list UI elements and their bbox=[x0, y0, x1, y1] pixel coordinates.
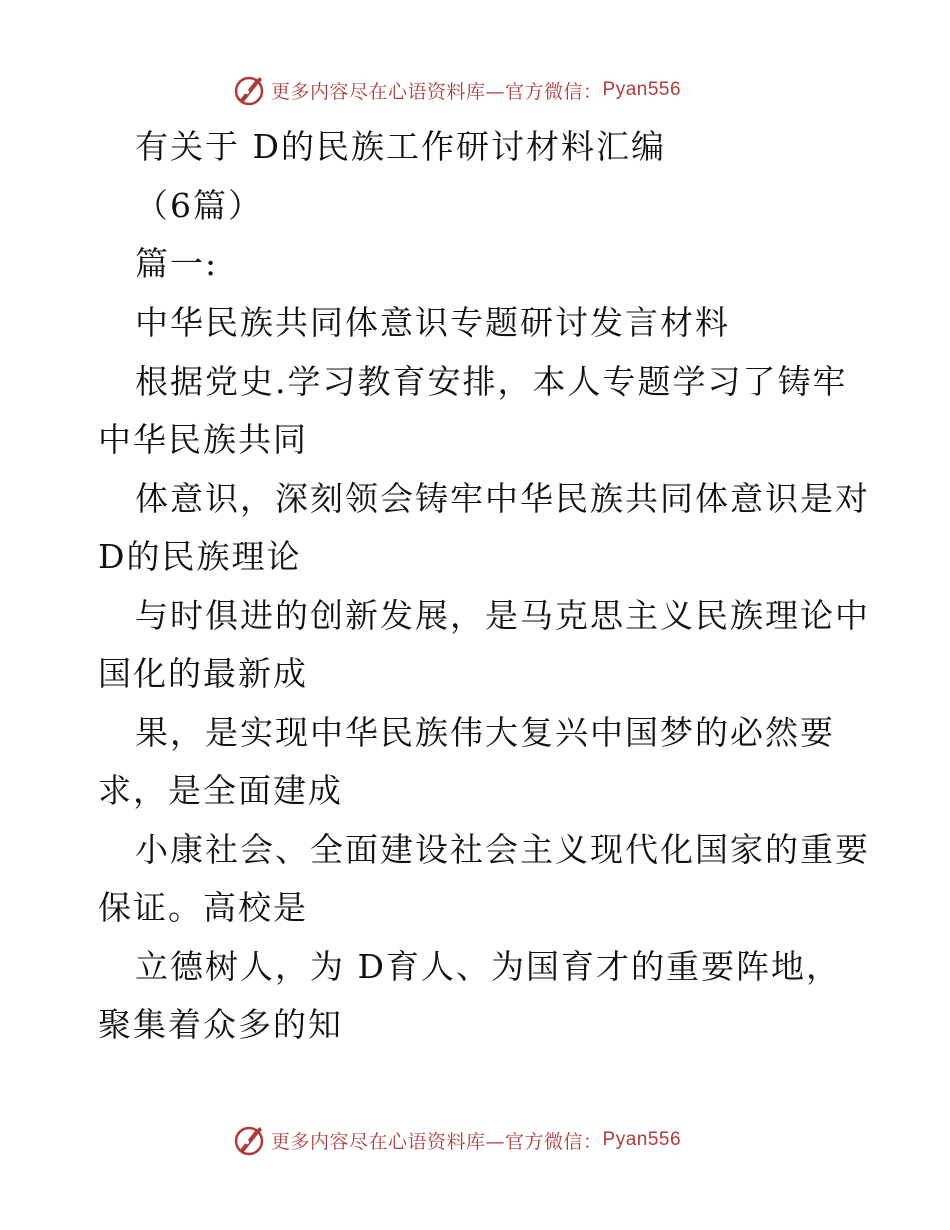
document-title: 有关于 D的民族工作研讨材料汇编 bbox=[135, 127, 666, 166]
body-line: 小康社会、全面建设社会主义现代化国家的重要 bbox=[135, 830, 870, 869]
watermark-text: 更多内容尽在心语资料库—官方微信： bbox=[271, 80, 603, 103]
section-title: 中华民族共同体意识专题研讨发言材料 bbox=[135, 303, 730, 342]
watermark-wechat-id: Pyan556 bbox=[602, 79, 682, 100]
body-line: 聚集着众多的知 bbox=[98, 1005, 343, 1044]
watermark-text: 更多内容尽在心语资料库—官方微信： bbox=[271, 1130, 603, 1153]
document-subtitle: （6篇） bbox=[135, 186, 263, 225]
pen-logo-icon bbox=[233, 1123, 267, 1157]
section-label: 篇一: bbox=[135, 244, 219, 283]
body-line: 果，是实现中华民族伟大复兴中国梦的必然要 bbox=[135, 713, 835, 752]
watermark-wechat-id: Pyan556 bbox=[602, 1129, 682, 1150]
body-line: 体意识，深刻领会铸牢中华民族共同体意识是对 bbox=[135, 479, 870, 518]
body-line: 求，是全面建成 bbox=[98, 771, 343, 810]
body-line: 中华民族共同 bbox=[98, 420, 308, 459]
body-line: D的民族理论 bbox=[98, 537, 302, 576]
body-line: 立德树人，为 D育人、为国育才的重要阵地， bbox=[135, 947, 841, 986]
body-line: 保证。高校是 bbox=[98, 888, 308, 927]
body-line: 根据党史.学习教育安排，本人专题学习了铸牢 bbox=[135, 362, 848, 401]
watermark-footer bbox=[233, 1123, 681, 1157]
body-line: 国化的最新成 bbox=[98, 654, 308, 693]
pen-logo-icon bbox=[233, 73, 267, 107]
body-line: 与时俱进的创新发展，是马克思主义民族理论中 bbox=[135, 596, 870, 635]
watermark-header bbox=[233, 73, 681, 107]
